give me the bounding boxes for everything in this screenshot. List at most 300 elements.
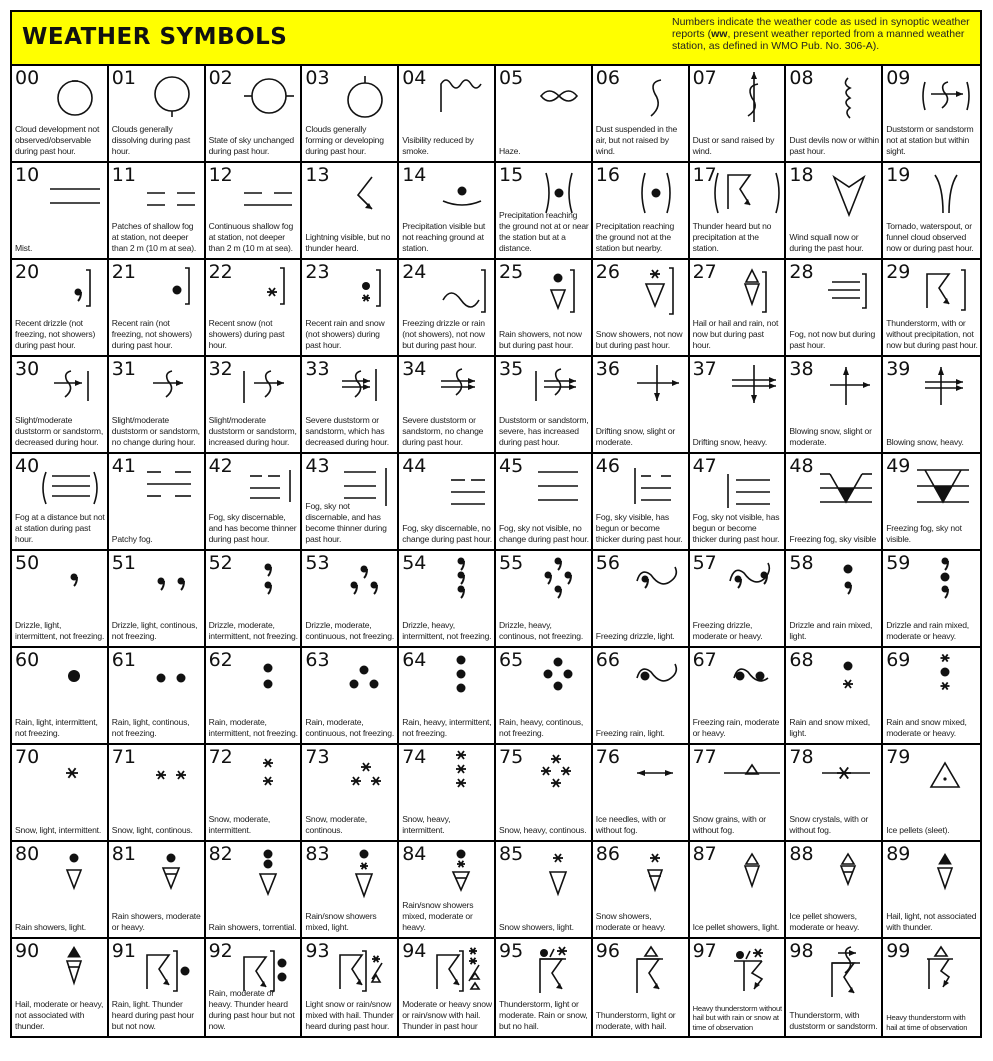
symbol-code: 30: [15, 358, 40, 380]
symbol-description: Drizzle, light, intermittent, not freezing.: [15, 620, 105, 641]
funnel-cloud-icon: [917, 167, 975, 219]
symbol-cell-56: [593, 551, 690, 648]
symbol-description: Slight/moderate duststorm or sandstorm, decreased during hour.: [15, 415, 104, 447]
symbol-code: 36: [595, 358, 620, 380]
symbol-cell-52: [206, 551, 303, 648]
symbol-code: 24: [402, 261, 427, 283]
symbol-code: 94: [402, 940, 427, 962]
symbol-description: Slight/moderate duststorm or sandstorm, no change during hour.: [111, 415, 200, 447]
symbol-cell-60: [12, 648, 109, 745]
symbol-cell-68: [786, 648, 883, 745]
symbol-cell-49: [883, 454, 980, 551]
symbol-cell-07: [690, 66, 787, 163]
drizzle-rain-heavy-icon: [917, 555, 975, 607]
symbol-description: Rain, light, intermittent, not freezing.: [15, 717, 98, 738]
symbol-cell-80: [12, 842, 109, 939]
clouds-dissolving-icon: [143, 70, 201, 122]
symbol-code: 18: [789, 164, 814, 186]
symbol-description: Severe duststorm or sandstorm, which has decreased during hour.: [305, 415, 389, 447]
symbol-code: 68: [789, 649, 814, 671]
symbol-cell-38: [786, 357, 883, 454]
recent-hail-icon: [724, 264, 782, 316]
rain-showers-torrential-icon: [240, 846, 298, 898]
fog-sky-hidden-thicker-icon: [724, 458, 782, 510]
symbol-description: Rain and snow mixed, light.: [789, 717, 870, 738]
continuous-shallow-fog-icon: [240, 167, 298, 219]
symbol-description: Freezing drizzle, moderate or heavy.: [692, 620, 763, 641]
symbol-description: Moderate or heavy snow or rain/snow with hail. Thunder in past hour: [402, 999, 492, 1031]
symbol-cell-17: [690, 163, 787, 260]
duststorm-increased-icon: [240, 361, 298, 413]
symbol-cell-83: [302, 842, 399, 939]
symbol-cell-35: [496, 357, 593, 454]
symbol-cell-29: [883, 260, 980, 357]
symbol-code: 71: [111, 746, 136, 768]
smoke-icon: [433, 70, 491, 122]
symbol-code: 51: [111, 552, 136, 574]
drizzle-rain-light-icon: [820, 555, 878, 607]
symbol-cell-42: [206, 454, 303, 551]
symbol-description: Hail, moderate or heavy, not associated with thunder.: [15, 999, 104, 1031]
freezing-rain-light-icon: [627, 652, 685, 704]
fog-sky-visible-thicker-icon: [627, 458, 685, 510]
header-note: Numbers indicate the weather code as used in synoptic weather reports (ww, present weather reported from a manned weather station, as defined in WMO Pub. No. 306-A).: [672, 16, 970, 52]
symbol-code: 26: [595, 261, 620, 283]
symbol-cell-46: [593, 454, 690, 551]
duststorm-no-change-icon: [143, 361, 201, 413]
symbol-cell-72: [206, 745, 303, 842]
symbol-cell-99: [883, 939, 980, 1036]
symbol-description: Mist.: [15, 243, 33, 253]
rain-showers-light-icon: [46, 846, 104, 898]
ice-pellet-showers-heavy-icon: [820, 846, 878, 898]
symbol-description: Rain, light, continous, not freezing.: [111, 717, 190, 738]
rain-moderate-continuous-icon: [336, 652, 394, 704]
symbol-cell-64: [399, 648, 496, 745]
symbol-cell-65: [496, 648, 593, 745]
freezing-drizzle-light-icon: [627, 555, 685, 607]
symbol-cell-81: [109, 842, 206, 939]
symbol-description: Rain/snow showers mixed, light.: [305, 911, 377, 932]
severe-duststorm-decreased-icon: [336, 361, 394, 413]
symbol-description: Thunderstorm, with duststorm or sandstorm.: [789, 1010, 878, 1031]
symbol-description: Hail, light, not associated with thunder.: [886, 911, 977, 932]
symbol-description: Snow, moderate, intermittent.: [208, 814, 271, 835]
symbol-cell-92: [206, 939, 303, 1036]
symbol-description: Rain, light. Thunder heard during past hour but not now.: [111, 999, 194, 1031]
symbol-code: 27: [692, 261, 717, 283]
symbol-cell-55: [496, 551, 593, 648]
symbol-cell-54: [399, 551, 496, 648]
symbol-code: 90: [15, 940, 40, 962]
symbol-cell-09: [883, 66, 980, 163]
thunder-no-precip-icon: [724, 167, 782, 219]
symbol-description: State of sky unchanged during past hour.: [208, 135, 295, 156]
symbol-cell-06: [593, 66, 690, 163]
symbol-cell-12: [206, 163, 303, 260]
symbol-cell-13: [302, 163, 399, 260]
symbol-cell-08: [786, 66, 883, 163]
hail-heavy-icon: [46, 943, 104, 995]
symbol-code: 98: [789, 940, 814, 962]
precip-nearby-icon: [627, 167, 685, 219]
symbol-code: 58: [789, 552, 814, 574]
snow-heavy-intermittent-icon: [433, 749, 491, 801]
symbol-code: 00: [15, 67, 40, 89]
symbol-cell-90: [12, 939, 109, 1036]
symbol-code: 15: [499, 164, 524, 186]
symbol-description: Visibility reduced by smoke.: [402, 135, 474, 156]
symbol-code: 35: [499, 358, 524, 380]
recent-fog-icon: [820, 264, 878, 316]
symbol-description: Thunderstorm, light or moderate. Rain or snow, but no hail.: [499, 999, 588, 1031]
symbol-cell-97: [690, 939, 787, 1036]
rain-snow-showers-heavy-icon: [433, 846, 491, 898]
symbol-code: 57: [692, 552, 717, 574]
cloud-development-not-observed-icon: [46, 70, 104, 122]
rain-snow-heavy-icon: [917, 652, 975, 704]
symbol-code: 14: [402, 164, 427, 186]
symbol-description: Drizzle and rain mixed, light.: [789, 620, 873, 641]
symbol-code: 82: [208, 843, 233, 865]
symbol-cell-95: [496, 939, 593, 1036]
recent-freezing-icon: [433, 264, 491, 316]
severe-duststorm-increased-icon: [530, 361, 588, 413]
freezing-fog-sky-hidden-icon: [917, 458, 975, 510]
symbol-code: 88: [789, 843, 814, 865]
weather-symbols-chart: [10, 10, 982, 1038]
heavy-thunderstorm-hail-icon: [917, 943, 975, 995]
symbol-description: Freezing fog, sky visible: [789, 534, 877, 544]
symbol-code: 95: [499, 940, 524, 962]
symbol-cell-05: [496, 66, 593, 163]
symbol-cell-89: [883, 842, 980, 939]
symbol-cell-57: [690, 551, 787, 648]
symbol-code: 93: [305, 940, 330, 962]
snow-heavy-continuous-icon: [530, 749, 588, 801]
symbol-code: 29: [886, 261, 911, 283]
symbol-description: Recent snow (not showers) during past hour.: [208, 318, 285, 350]
symbol-cell-94: [399, 939, 496, 1036]
symbol-description: Heavy thunderstorm without hail but with rain or snow at time of observation: [692, 1003, 782, 1032]
virga-icon: [433, 167, 491, 219]
symbol-description: Precipitation visible but not reaching ground at station.: [402, 221, 486, 253]
symbol-description: Fog, sky discernable, no change during past hour.: [402, 523, 492, 544]
snow-moderate-continuous-icon: [336, 749, 394, 801]
symbol-cell-11: [109, 163, 206, 260]
symbol-cell-59: [883, 551, 980, 648]
symbol-code: 75: [499, 746, 524, 768]
symbol-description: Wind squall now or during the past hour.: [789, 232, 864, 253]
symbol-description: Fog, sky not discernable, and has become thinner during past hour.: [305, 501, 387, 544]
hail-light-icon: [917, 846, 975, 898]
page-title: WEATHER SYMBOLS: [22, 24, 288, 50]
symbol-code: 02: [208, 67, 233, 89]
symbol-cell-71: [109, 745, 206, 842]
symbol-cell-98: [786, 939, 883, 1036]
fog-at-distance-icon: [46, 458, 104, 510]
symbol-cell-04: [399, 66, 496, 163]
symbol-code: 22: [208, 261, 233, 283]
symbol-code: 96: [595, 940, 620, 962]
freezing-rain-heavy-icon: [724, 652, 782, 704]
recent-rain-icon: [143, 264, 201, 316]
symbol-code: 38: [789, 358, 814, 380]
symbol-code: 87: [692, 843, 717, 865]
clouds-forming-icon: [336, 70, 394, 122]
symbol-code: 59: [886, 552, 911, 574]
freezing-fog-sky-visible-icon: [820, 458, 878, 510]
drifting-snow-heavy-icon: [724, 361, 782, 413]
symbol-description: Heavy thunderstorm with hail at time of observation: [886, 1013, 968, 1032]
snow-grains-icon: [724, 749, 782, 801]
symbol-cell-47: [690, 454, 787, 551]
symbol-cell-79: [883, 745, 980, 842]
thunder-past-snow-hail-heavy-icon: [433, 943, 491, 995]
symbol-description: Lightning visible, but no thunder heard.: [305, 232, 391, 253]
symbol-cell-45: [496, 454, 593, 551]
dust-suspended-icon: [627, 70, 685, 122]
recent-snow-icon: [240, 264, 298, 316]
rain-snow-showers-light-icon: [336, 846, 394, 898]
symbol-cell-69: [883, 648, 980, 745]
symbol-description: Clouds generally dissolving during past hour.: [111, 124, 191, 156]
haze-icon: [530, 70, 588, 122]
symbol-cell-37: [690, 357, 787, 454]
symbol-description: Freezing rain, moderate or heavy.: [692, 717, 780, 738]
symbol-code: 08: [789, 67, 814, 89]
sky-unchanged-icon: [240, 70, 298, 122]
duststorm-in-sight-icon: [917, 70, 975, 122]
thunder-past-snow-hail-light-icon: [336, 943, 394, 995]
symbol-description: Rain showers, moderate or heavy.: [111, 911, 201, 932]
symbol-description: Rain, moderate or heavy. Thunder heard during past hour but not now.: [208, 988, 295, 1031]
symbol-code: 79: [886, 746, 911, 768]
symbol-description: Fog, sky not visible, has begun or become thicker during past hour.: [692, 512, 780, 544]
symbol-description: Clouds generally forming or developing during past hour.: [305, 124, 384, 156]
symbol-cell-53: [302, 551, 399, 648]
snow-moderate-intermittent-icon: [240, 749, 298, 801]
symbol-code: 12: [208, 164, 233, 186]
symbol-description: Rain/snow showers mixed, moderate or heavy.: [402, 900, 474, 932]
symbol-description: Freezing rain, light.: [595, 728, 665, 738]
symbol-description: Rain and snow mixed, moderate or heavy.: [886, 717, 967, 738]
rain-light-intermittent-icon: [46, 652, 104, 704]
symbol-code: 85: [499, 843, 524, 865]
symbol-description: Drizzle and rain mixed, moderate or heavy.: [886, 620, 969, 641]
symbol-description: Snow, heavy, continous.: [499, 825, 587, 835]
symbol-code: 83: [305, 843, 330, 865]
symbol-description: Rain, moderate, continuous, not freezing.: [305, 717, 395, 738]
snow-light-continuous-icon: [143, 749, 201, 801]
ice-needles-icon: [627, 749, 685, 801]
symbol-grid: [12, 66, 980, 1036]
symbol-cell-28: [786, 260, 883, 357]
symbol-description: Snow, light, continous.: [111, 825, 193, 835]
symbol-cell-63: [302, 648, 399, 745]
symbol-cell-31: [109, 357, 206, 454]
snow-light-intermittent-icon: [46, 749, 104, 801]
dust-raised-icon: [724, 70, 782, 122]
duststorm-decreased-icon: [46, 361, 104, 413]
symbol-description: Precipitation reaching the ground not at the station but nearby.: [595, 221, 675, 253]
symbol-description: Snow grains, with or without fog.: [692, 814, 766, 835]
drizzle-light-continuous-icon: [143, 555, 201, 607]
symbol-cell-40: [12, 454, 109, 551]
recent-rain-snow-icon: [336, 264, 394, 316]
symbol-code: 25: [499, 261, 524, 283]
rain-showers-moderate-icon: [143, 846, 201, 898]
symbol-code: 40: [15, 455, 40, 477]
symbol-description: Ice pellets (sleet).: [886, 825, 950, 835]
symbol-description: Rain showers, not now but during past hour.: [499, 329, 582, 350]
symbol-code: 61: [111, 649, 136, 671]
symbol-code: 07: [692, 67, 717, 89]
symbol-cell-36: [593, 357, 690, 454]
symbol-description: Blowing snow, slight or moderate.: [789, 426, 872, 447]
symbol-code: 31: [111, 358, 136, 380]
symbol-cell-16: [593, 163, 690, 260]
symbol-cell-87: [690, 842, 787, 939]
symbol-code: 05: [499, 67, 524, 89]
symbol-description: Snow showers, not now but during past hour.: [595, 329, 683, 350]
symbol-cell-85: [496, 842, 593, 939]
symbol-code: 80: [15, 843, 40, 865]
symbol-code: 99: [886, 940, 911, 962]
symbol-cell-70: [12, 745, 109, 842]
symbol-cell-61: [109, 648, 206, 745]
symbol-cell-73: [302, 745, 399, 842]
symbol-cell-67: [690, 648, 787, 745]
symbol-description: Dust devils now or within past hour.: [789, 135, 879, 156]
lightning-icon: [336, 167, 394, 219]
fog-sky-visible-no-change-icon: [433, 458, 491, 510]
symbol-code: 60: [15, 649, 40, 671]
symbol-description: Freezing drizzle or rain (not showers), not now but during past hour.: [402, 318, 485, 350]
symbol-cell-15: [496, 163, 593, 260]
symbol-description: Ice needles, with or without fog.: [595, 814, 666, 835]
symbol-code: 76: [595, 746, 620, 768]
symbol-description: Duststorm or sandstorm not at station but within sight.: [886, 124, 974, 156]
symbol-cell-10: [12, 163, 109, 260]
symbol-description: Snow showers, light.: [499, 922, 574, 932]
symbol-description: Freezing fog, sky not visible.: [886, 523, 962, 544]
symbol-description: Precipitation reaching the ground not at or near the station but at a distance.: [499, 210, 589, 253]
symbol-cell-82: [206, 842, 303, 939]
symbol-cell-18: [786, 163, 883, 260]
symbol-description: Continuous shallow fog at station, not deeper than 2 m (10 m at sea).: [208, 221, 294, 253]
drizzle-moderate-intermittent-icon: [240, 555, 298, 607]
drizzle-heavy-continuous-icon: [530, 555, 588, 607]
thunderstorm-rain-snow-icon: [530, 943, 588, 995]
symbol-cell-03: [302, 66, 399, 163]
symbol-code: 39: [886, 358, 911, 380]
fog-sky-visible-thinner-icon: [240, 458, 298, 510]
drizzle-light-intermittent-icon: [46, 555, 104, 607]
symbol-description: Snow, heavy, intermittent.: [402, 814, 451, 835]
symbol-code: 81: [111, 843, 136, 865]
symbol-description: Rain, heavy, continous, not freezing.: [499, 717, 584, 738]
fog-sky-hidden-no-change-icon: [530, 458, 588, 510]
symbol-cell-30: [12, 357, 109, 454]
symbol-code: 78: [789, 746, 814, 768]
symbol-cell-86: [593, 842, 690, 939]
drizzle-heavy-intermittent-icon: [433, 555, 491, 607]
symbol-description: Severe duststorm or sandstorm, no change during past hour.: [402, 415, 484, 447]
heavy-thunderstorm-rain-snow-icon: [724, 943, 782, 995]
snow-showers-light-icon: [530, 846, 588, 898]
recent-drizzle-icon: [46, 264, 104, 316]
thunder-past-rain-light-icon: [143, 943, 201, 995]
symbol-code: 21: [111, 261, 136, 283]
symbol-description: Ice pellet showers, light.: [692, 922, 780, 932]
symbol-description: Drizzle, moderate, intermittent, not freezing.: [208, 620, 298, 641]
symbol-description: Fog, sky discernable, and has become thinner during past hour.: [208, 512, 297, 544]
symbol-code: 46: [595, 455, 620, 477]
rain-heavy-continuous-icon: [530, 652, 588, 704]
blowing-snow-slight-icon: [820, 361, 878, 413]
symbol-description: Drifting snow, heavy.: [692, 437, 768, 447]
symbol-code: 34: [402, 358, 427, 380]
symbol-cell-27: [690, 260, 787, 357]
symbol-code: 42: [208, 455, 233, 477]
thunderstorm-hail-icon: [627, 943, 685, 995]
patchy-fog-icon: [143, 458, 201, 510]
symbol-code: 43: [305, 455, 330, 477]
rain-moderate-intermittent-icon: [240, 652, 298, 704]
symbol-description: Recent drizzle (not freezing, not showers) during past hour.: [15, 318, 96, 350]
symbol-code: 86: [595, 843, 620, 865]
symbol-description: Fog, sky visible, has begun or become thicker during past hour.: [595, 512, 683, 544]
symbol-description: Slight/moderate duststorm or sandstorm, increased during hour.: [208, 415, 297, 447]
symbol-cell-32: [206, 357, 303, 454]
symbol-cell-91: [109, 939, 206, 1036]
symbol-description: Patchy fog.: [111, 534, 153, 544]
symbol-cell-51: [109, 551, 206, 648]
symbol-code: 45: [499, 455, 524, 477]
symbol-code: 03: [305, 67, 330, 89]
symbol-cell-39: [883, 357, 980, 454]
symbol-code: 28: [789, 261, 814, 283]
symbol-code: 52: [208, 552, 233, 574]
symbol-code: 20: [15, 261, 40, 283]
symbol-cell-20: [12, 260, 109, 357]
symbol-code: 54: [402, 552, 427, 574]
symbol-code: 53: [305, 552, 330, 574]
symbol-cell-44: [399, 454, 496, 551]
symbol-cell-33: [302, 357, 399, 454]
symbol-cell-76: [593, 745, 690, 842]
dust-devil-icon: [820, 70, 878, 122]
symbol-code: 70: [15, 746, 40, 768]
symbol-description: Drizzle, moderate, continuous, not freezing.: [305, 620, 395, 641]
symbol-cell-84: [399, 842, 496, 939]
symbol-description: Fog, sky not visible, no change during past hour.: [499, 523, 589, 544]
symbol-cell-78: [786, 745, 883, 842]
symbol-code: 11: [111, 164, 136, 186]
symbol-code: 66: [595, 649, 620, 671]
ice-pellets-icon: [917, 749, 975, 801]
symbol-cell-93: [302, 939, 399, 1036]
drizzle-moderate-continuous-icon: [336, 555, 394, 607]
symbol-cell-23: [302, 260, 399, 357]
squall-icon: [820, 167, 878, 219]
symbol-cell-01: [109, 66, 206, 163]
symbol-cell-41: [109, 454, 206, 551]
ice-pellet-showers-light-icon: [724, 846, 782, 898]
symbol-description: Light snow or rain/snow mixed with hail. Thunder heard during past hour.: [305, 999, 394, 1031]
symbol-code: 72: [208, 746, 233, 768]
